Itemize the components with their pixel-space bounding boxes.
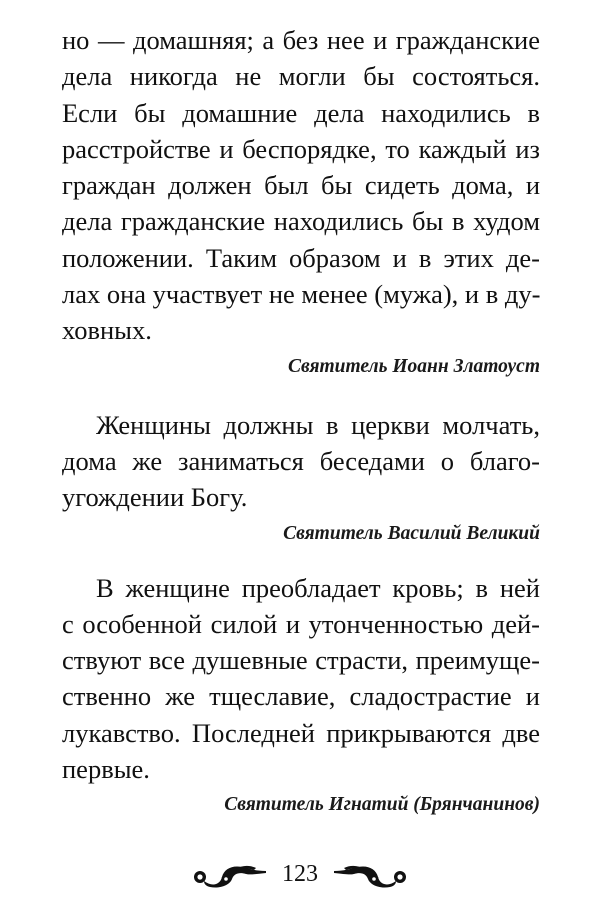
text-line: ховных. (62, 315, 152, 346)
text-line: положении. Таким образом и в этих де- (62, 242, 540, 273)
text-line: ственно же тщеславие, сладострастие и (62, 681, 540, 712)
text-line: расстройстве и беспорядке, то каждый из (62, 133, 540, 164)
text-line: угождении Богу. (62, 482, 248, 513)
text-line: с особенной силой и утонченностью дей- (62, 608, 540, 639)
quote-attribution: Святитель Иоанн Златоуст (287, 355, 540, 377)
page-footer (0, 854, 600, 894)
text-line: лах она участвует не менее (мужа), и в ду- (62, 279, 541, 310)
quote-attribution: Святитель Василий Великий (283, 522, 540, 544)
text-line: В женщине преобладает кровь; в ней (96, 572, 540, 603)
text-line: первые. (62, 754, 150, 785)
text-line: ствуют все душевные страсти, преимуще- (62, 645, 540, 676)
text-line: но — домашняя; а без нее и гражданские (62, 25, 540, 55)
quote-block-2 (62, 407, 540, 548)
scroll-ornament-left-icon (190, 859, 270, 889)
scroll-ornament-right-icon (330, 859, 410, 889)
text-line: Если бы домашние дела находились в (62, 97, 540, 128)
block-spacer (62, 381, 540, 407)
quote-attribution: Святитель Игнатий (Брянчанинов) (224, 794, 540, 816)
text-line: Женщины должны в церкви молчать, (96, 409, 540, 440)
text-line: дома же заниматься беседами о благо- (62, 445, 540, 476)
page-body (62, 22, 540, 819)
quote-block-3 (62, 570, 540, 820)
text-line: граждан должен был бы сидеть дома, и (62, 170, 540, 201)
text-line: дела гражданские находились бы в худом (62, 206, 540, 237)
quote-block-1 (62, 22, 540, 381)
page-number: 123 (282, 860, 318, 887)
text-line: дела никогда не могли бы состояться. (62, 61, 540, 92)
text-line: лукавство. Последней прикрываются две (62, 717, 540, 748)
block-spacer (62, 548, 540, 570)
